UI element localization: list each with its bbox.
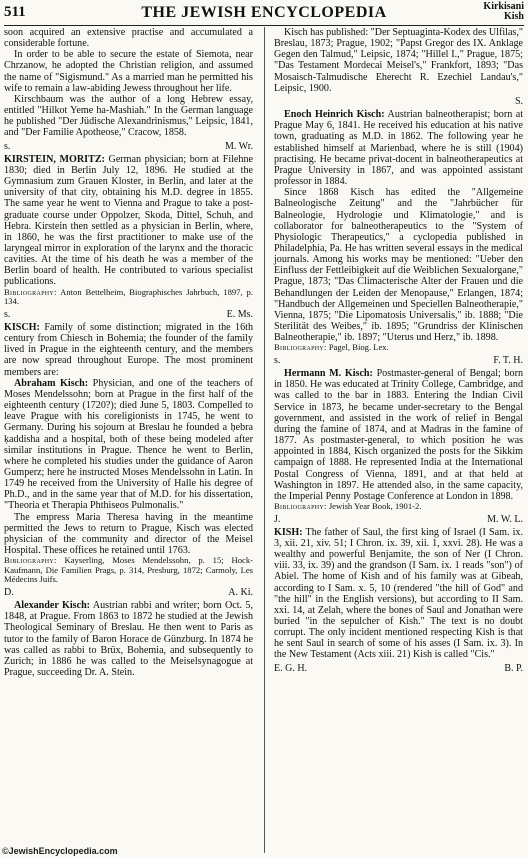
signature-key: s. [4, 308, 11, 320]
entry-text: Postmaster-general of Bengal; born in 1850. He was educated at Trinity College, Cambridge, and was called to the bar in 1883. Entering the Indian Civil Service in 1873, he became under-secretary to the Bengal government, and assisted in the work of relief in Bengal during the famine of 1874, and at Madras in the famine of 1877. As postmaster-general, to which position he was appointed in 1884, Kisch organized the posts for the Sikkim campaign of 1888. He represented India at the International Postal Congress of Vienna, 1891, and at that held at Washington in 1897. He attended also, in the same capacity, the Imperial Penny Postage Conference at London in 1898. [274, 368, 523, 502]
signature [274, 514, 523, 525]
signature-author: B. P. [504, 662, 523, 674]
headword: Abraham Kisch: [14, 377, 89, 389]
signature [4, 141, 253, 152]
running-title: THE JEWISH ENCYCLOPEDIA [141, 4, 387, 21]
signature-author: M. W. L. [487, 513, 523, 525]
bibliography-text: Anton Bettelheim, Biographisches Jahrbuch, 1897, p. 134. [4, 286, 253, 307]
entry-enoch-kisch [274, 109, 523, 187]
paragraph: Kirschbaum was the author of a long Hebrew essay, entitled "Hilkot Yeme ha-Mashiah." In the German language he published "Der Jüdische Alexandrinismus," Leipsic, 1841, and "Der Familie Apotheose," Cracow, 1858. [4, 93, 253, 139]
headword: KIRSTEIN, MORITZ: [4, 153, 105, 165]
signature [274, 663, 523, 674]
left-column [4, 27, 253, 678]
bibliography-text: Kayserling, Moses Mendelssohn, p. 15; Hock-Kaufmann, Die Familien Prags, p. 314, Presburg, 1872; Carmoly, Les Médecins Juifs. [4, 555, 253, 585]
signature-key: S. [514, 95, 523, 107]
entry-kisch [4, 322, 253, 378]
signature-author: A. Ki. [228, 587, 253, 598]
signature-author: E. Ms. [226, 308, 253, 320]
entry-range-bottom: Kish [503, 11, 524, 22]
entry-text: German physician; born at Filehne 1830; died in Berlin July 12, 1896. He studied at the Gymnasium zum Grauen Kloster, in Berlin, and later at the university of that city, obtaining his M.D. degree in 1855. The same year he went to Vienna and Prague to take a post-graduate course under Oppolzer, Skoda, Dittel, Schuh, and Hebra. Kirstein then settled as a physician in Berlin, where, in 1860, he was the first practitioner to make use of the laryngeal mirror in exploration of the larynx and the thoracic cavities. At the time of his death he was a member of the Berlin board of health. He contributed to various specialist publications. [4, 153, 253, 288]
site-watermark: ©JewishEncyclopedia.com [2, 846, 118, 856]
signature [274, 96, 523, 107]
bibliography-label: Bibliography: [4, 555, 57, 566]
entry-text: Physician, and one of the teachers of Moses Mendelssohn; born at Prague in the first half of the eighteenth century (1720?); died June 5, 1803. Compelled to leave Prague with his coreligionists in 1745, he went to Germany. During his sojourn at Breslau he founded a ḥebra ḳaddisha and a hospital, both of these being modeled after similar institutions in Prague. Thence he went to Berlin, where he completed his studies under the guidance of Aaron Gumperz; here he instructed Moses Mendelssohn in Latin. In 1749 he received from the University of Halle his degree of Ph.D., and in the same year that of M.D. for his dissertation, "Theoria et Therapia Phthiseos Pulmonalis." [4, 377, 254, 512]
signature [4, 587, 253, 598]
bibliography [4, 556, 253, 585]
bibliography [274, 502, 523, 512]
paragraph: soon acquired an extensive practise and accumulated a considerable fortune. [4, 27, 253, 50]
entry-text: The father of Saul, the first king of Israel (I Sam. ix. 3, xii. 21, xiv. 51; I Chron. ix. 39, xii. 1, xxvi. 28). He was a wealthy and powerful Benjamite, the son of Ner (I Chron. viii. 33, ix. 39) and the grandson (I Sam. ix. 1 reads "son") of Abiel. The home of Kish and of his family was at Gibeah, according to I Sam. x. 5, 10 (rendered "the hill of God" and "the hill" in the English versions), but according to II Sam. xxi. 14, at Zelah, where the bones of Saul and Jonathan were buried "in the sepulcher of Kish." The text is no doubt corrupt. The only incident mentioned respecting Kish is that he sent Saul in search of some of his asses (I Sam. ix. 3). In the New Testament (Acts xiii. 21) Kish is called "Cis." [274, 526, 523, 661]
signature-key: E. G. H. [274, 662, 308, 674]
page-header [4, 2, 524, 26]
signature-author: F. T. H. [493, 354, 523, 366]
bibliography-label: Bibliography: [4, 286, 57, 297]
signature-key: s. [4, 140, 11, 152]
headword: KISCH: [4, 321, 40, 333]
signature-key: D. [4, 587, 14, 598]
header-rule [4, 25, 524, 26]
bibliography-label: Bibliography: [274, 342, 327, 353]
headword: Alexander Kisch: [14, 600, 91, 612]
bibliography-label: Bibliography: [274, 501, 327, 511]
paragraph: The empress Maria Theresa having in the meantime permitted the Jews to return to Prague, Kisch was elected physician of the community and director of the Meisel Hospital. These offices he retained until 1763. [4, 511, 253, 557]
entry-kirstein [4, 154, 253, 288]
entry-text: Austrian balneotherapist; born at Prague May 6, 1841. He received his education at his native town, graduating as M.D. in 1862. The following year he established himself at Marienbad, where he is still (1904) practising. He became privat-docent in balneotherapeutics at Prague University in 1867, and was appointed assistant professor in 1884. [274, 109, 523, 188]
entry-hermann-kisch [274, 368, 523, 502]
entry-range [483, 2, 524, 22]
entry-kish [274, 527, 523, 661]
entry-alexander-kisch [4, 600, 253, 678]
bibliography [4, 288, 253, 307]
signature-author: M. Wr. [224, 140, 253, 152]
entry-abraham-kisch [4, 378, 253, 512]
page-number: 511 [4, 4, 26, 20]
entry-text: Austrian rabbi and writer; born Oct. 5, 1848, at Prague. From 1863 to 1872 he studied at the Jewish Theological Seminary of Breslau. He then went to Paris as tutor to the family of Baron Horace de Günzburg. In 1874 he was called as rabbi to Brüx, Bohemia, and subsequently to Zurich; in 1886 he was called to the Meiselsynagogue at Prague, succeeding Dr. A. Stein. [4, 600, 253, 679]
headword: Hermann M. Kisch: [284, 368, 373, 380]
column-divider [264, 27, 265, 853]
entry-text: Family of some distinction; migrated in the 16th century from Chiesch in Bohemia; the founder of the family lived in Prague in the eighteenth century, and the members are now spread throughout Europe. The most prominent members are: [4, 321, 253, 378]
bibliography [274, 343, 523, 353]
entry-range-top: Kirkisani [483, 1, 524, 12]
signature [274, 355, 523, 366]
paragraph: In order to be able to secure the estate of Siemota, near Chrzanow, he adopted the Christian religion, and assumed the name of "Sigismund." As a married man he permitted his wife to remain a law-abiding Jewess throughout her life. [4, 49, 253, 94]
bibliography-text: Jewish Year Book, 1901-2. [326, 501, 422, 511]
headword: Enoch Heinrich Kisch: [284, 109, 385, 121]
paragraph: Since 1868 Kisch has edited the "Allgemeine Balneologische Zeitung" and the "Jahrbücher für Balneologie, Hydrologie und Klimatologie," and is collaborator for balneotherapeutics to the "System of Physiologic Therapeutics," a cyclopedia published in Philadelphia, Pa. He has written several essays in the medical journals. Among his works may be mentioned: "Ueber den Einfluss der Fettleibigkeit auf die Weiblichen Sexualorgane," Prague, 1873; "Das Climacterische Alter der Frauen und die Behandlungen der Leiden der Menopause," Erlangen, 1874; "Handbuch der Allgemeinen und Speciellen Balneotherapie," Vienna, 1875; "Die Lipomatosis Universalis," ib. 1888; "Die Sterilität des Weibes," ib. 1895; "Grundriss der Klinischen Balneotherapie," ib. 1897; "Uterus und Herz," ib. 1898. [274, 187, 523, 344]
paragraph: Kisch has published: "Der Septuaginta-Kodex des Ulfilas," Breslau, 1873; Prague, 1902; "Papst Gregor des IX. Anklage Gegen den Talmud," Leipsic, 1874; "Hillel I.," Prague, 1875; "Das Testament Mordecai Meisel's," Frankfort, 1893; "Das Mosaisch-Talmudische Eherecht R. Ezechiel Landau's," Leipsic, 1900. [274, 27, 523, 94]
right-column [274, 27, 523, 676]
signature [4, 309, 253, 320]
signature-key: s. [274, 354, 281, 366]
signature-key: J. [274, 513, 281, 525]
headword: KISH: [274, 526, 303, 538]
bibliography-text: Pagel, Biog. Lex. [326, 342, 389, 353]
